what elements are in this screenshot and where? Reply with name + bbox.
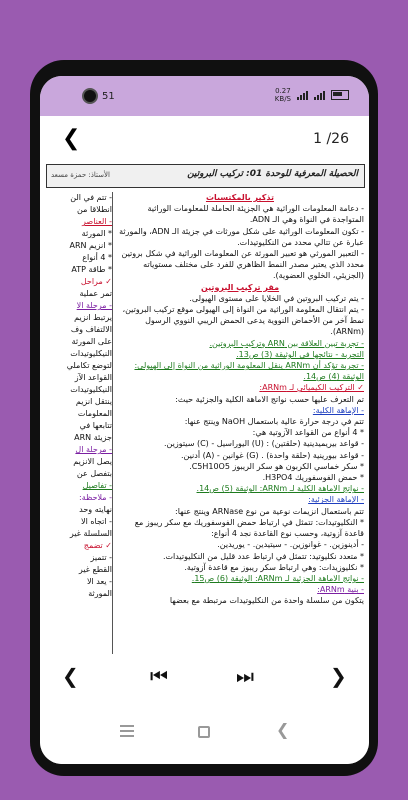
app-toolbar	[40, 116, 369, 162]
left-line: ✓ مراحل	[80, 277, 112, 286]
experiment-link: - نواتج الاماهة الجزئية لـ ARNm: الوثيقة (6) ص15.	[191, 573, 364, 583]
back-icon[interactable]: ❮	[276, 720, 290, 739]
paragraph: يتكون من سلسلة واحدة من النكليوتيدات مرتبطة مع بعضها	[169, 596, 364, 606]
left-line: القطع غير	[78, 565, 112, 574]
experiment-link: التجربة - نتائجها في الوثيقة (3) ص13.	[236, 349, 364, 359]
left-line: - اتجاه الا	[81, 517, 112, 526]
paragraph: - أدينوزين. - غوانوزين. - سيتيدين. - يوريدين.	[217, 540, 364, 550]
left-line: يرتبط انزيم	[74, 313, 112, 322]
left-line: النيكليوتيدات	[70, 349, 112, 358]
system-navigation	[40, 706, 369, 764]
paragraph: - يتم تركيب البروتين في الخلايا على مستوى الهيولى.	[189, 293, 364, 303]
notification-count: 51	[102, 90, 115, 102]
first-page-icon[interactable]: ⏮	[150, 664, 168, 688]
back-arrow-icon[interactable]: ❮	[62, 126, 81, 151]
paragraph: * النكليوتيدات: تتمثل في ارتباط حمض الفوسفوريك مع سكر ريبوز مع قاعدة آزوتية، وحسب نوع القاعدة نجد 4 أنواع:	[134, 517, 364, 539]
section-heading: مقر تركيب البروتين	[200, 282, 280, 292]
last-page-icon[interactable]: ⏭	[236, 664, 254, 688]
left-line: - تتم في الن	[70, 193, 112, 202]
section-heading: تذكير بالمكتسبات	[205, 193, 275, 202]
status-bar	[40, 76, 369, 116]
left-line: - العناصر	[81, 217, 112, 226]
left-line: يصل الانزيم	[73, 457, 112, 466]
screen	[40, 76, 369, 764]
paragraph: * سكر خماسي الكربون هو سكر الريبوز C5H10O5.	[189, 461, 364, 471]
left-line: - مرحلة ال	[75, 445, 112, 454]
doc-title: الحصيلة المعرفية للوحدة 01: تركيب البروتين	[187, 169, 358, 179]
camera-icon	[82, 88, 98, 104]
left-line: جزيئة ARN	[74, 433, 112, 442]
left-line: تتابعها في	[79, 421, 112, 430]
left-line: تمر عملية	[79, 289, 112, 298]
status-left	[82, 88, 115, 104]
battery-icon	[331, 90, 349, 100]
left-line: المعلومات	[77, 409, 112, 418]
left-line: انطلاقا من	[77, 205, 112, 214]
left-line: - مرحلة الا	[76, 301, 112, 310]
paragraph: تتم باستعمال انزيمات نوعية من نوع ARNase وينتج عنها:	[175, 506, 364, 516]
left-line: - تفاصيل	[82, 481, 112, 490]
paragraph: - قواعد بيريميدينية (حلقتين) : (U) اليوراسيل - (C) سيتوزين.	[164, 439, 364, 449]
left-line: * انزيم ARN	[69, 241, 112, 250]
subheading: - الإماهة الجزئية:	[308, 495, 364, 505]
experiment-link: - تجربة تبين العلاقة بين ARN وتركيب البروتين.	[209, 338, 364, 348]
left-line: القواعد الآز	[74, 373, 112, 382]
signal-icon-2	[314, 90, 325, 100]
doc-right-column	[116, 192, 364, 654]
menu-icon[interactable]	[120, 722, 134, 740]
paragraph: * نكليوزيدات: وهي ارتباط سكر ريبوز مع قاعدة آزوتية.	[184, 562, 364, 572]
subheading: - بنية ARNm:	[317, 585, 364, 595]
left-line: - ملاحظة:	[79, 493, 112, 502]
left-line: ينتقل انزيم	[75, 397, 112, 406]
left-line: الالتفاف وف	[70, 325, 112, 334]
left-line: نهايته وحد	[79, 505, 112, 514]
paragraph: * متعدد نكليوتيد: تتمثل في ارتباط عدد قليل من النكليوتيدات.	[162, 551, 364, 561]
paragraph: * 4 أنواع من القواعد الآزوتية هي:	[252, 428, 364, 438]
document-page[interactable]	[44, 162, 365, 656]
status-right	[275, 87, 349, 103]
left-line: على المورثة	[71, 337, 112, 346]
chevron-left-icon[interactable]: ❮	[62, 664, 79, 688]
left-line: النيكليوتيدات	[70, 385, 112, 394]
experiment-link: - نواتج الاماهة الكلية لـ ARNm: الوثيقة (5) ص14.	[196, 484, 364, 494]
home-icon[interactable]	[198, 726, 210, 738]
page-indicator: 1 /26	[313, 131, 349, 147]
paragraph: * حمض الفوسفوريك H3PO4.	[262, 473, 364, 483]
left-line: * 4 أنواع	[82, 253, 112, 262]
network-rate: 0.27 KB/S	[274, 87, 291, 103]
page-navigation	[40, 656, 369, 706]
left-line: لتوضع تكاملي	[66, 361, 112, 370]
subheading: ✓ التركيب الكيميائي لـ ARNm:	[259, 383, 364, 393]
signal-icon	[297, 90, 308, 100]
left-line: ✓ تضمج	[83, 541, 112, 550]
paragraph: - التعبير المورثي هو تعبير المورثة عن المعلومات الوراثية في شكل بروتين محدد الذي يعتبر مصدر النمط الظاهري للفرد على مختلف مستوياته (الجزيئي، الخلوي العضوية).	[121, 249, 364, 281]
paragraph: تم التعرف عليها حسب نواتج الاماهة الكلية والجزئية حيث:	[175, 394, 364, 404]
doc-header	[46, 164, 365, 188]
doc-author: الأستاذ: حمزة مسعد	[51, 171, 110, 179]
left-line: بتفصل عن	[76, 469, 112, 478]
paragraph: تتم في درجة حرارة عالية باستعمال NaOH وينتج عنها:	[184, 417, 364, 427]
left-line: * طاقة ATP	[71, 265, 112, 274]
experiment-link: - تجربة تؤكد أن ARNm ينقل المعلومة الوراثية من النواة إلى الهيولى: الوثيقة (4) ص14.	[134, 361, 364, 382]
doc-left-column	[46, 192, 113, 654]
subheading: - الإماهة الكلية:	[312, 405, 364, 415]
left-line: السلسلة غير	[69, 529, 112, 538]
paragraph: - دعامة المعلومات الوراثية هي الجزيئة الحاملة للمعلومات الوراثية المتواجدة في النواة وهي الـ ADN.	[147, 204, 364, 225]
paragraph: - تكون المعلومات الوراثية على شكل مورثات في جزيئة الـ ADN، والمورثة عبارة عن تتالي محدد من النكليوتيدات.	[119, 226, 364, 247]
left-line: * المورثة	[81, 229, 112, 238]
left-line: المورثة	[88, 589, 112, 598]
paragraph: - يتم انتقال المعلومة الوراثية من النواة إلى الهيولى موقع تركيب البروتين، نمط آخر من الأحماض النووية يدعى الحمض الريبي النووي الرسول (ARNm).	[122, 305, 364, 337]
left-line: - تتميز	[90, 553, 112, 562]
chevron-right-icon[interactable]: ❯	[330, 664, 347, 688]
paragraph: - قواعد بيورينية (حلقة واحدة) . (G) غوانين - (A) أدنين.	[181, 450, 364, 460]
left-line: - يعد الا	[86, 577, 112, 586]
